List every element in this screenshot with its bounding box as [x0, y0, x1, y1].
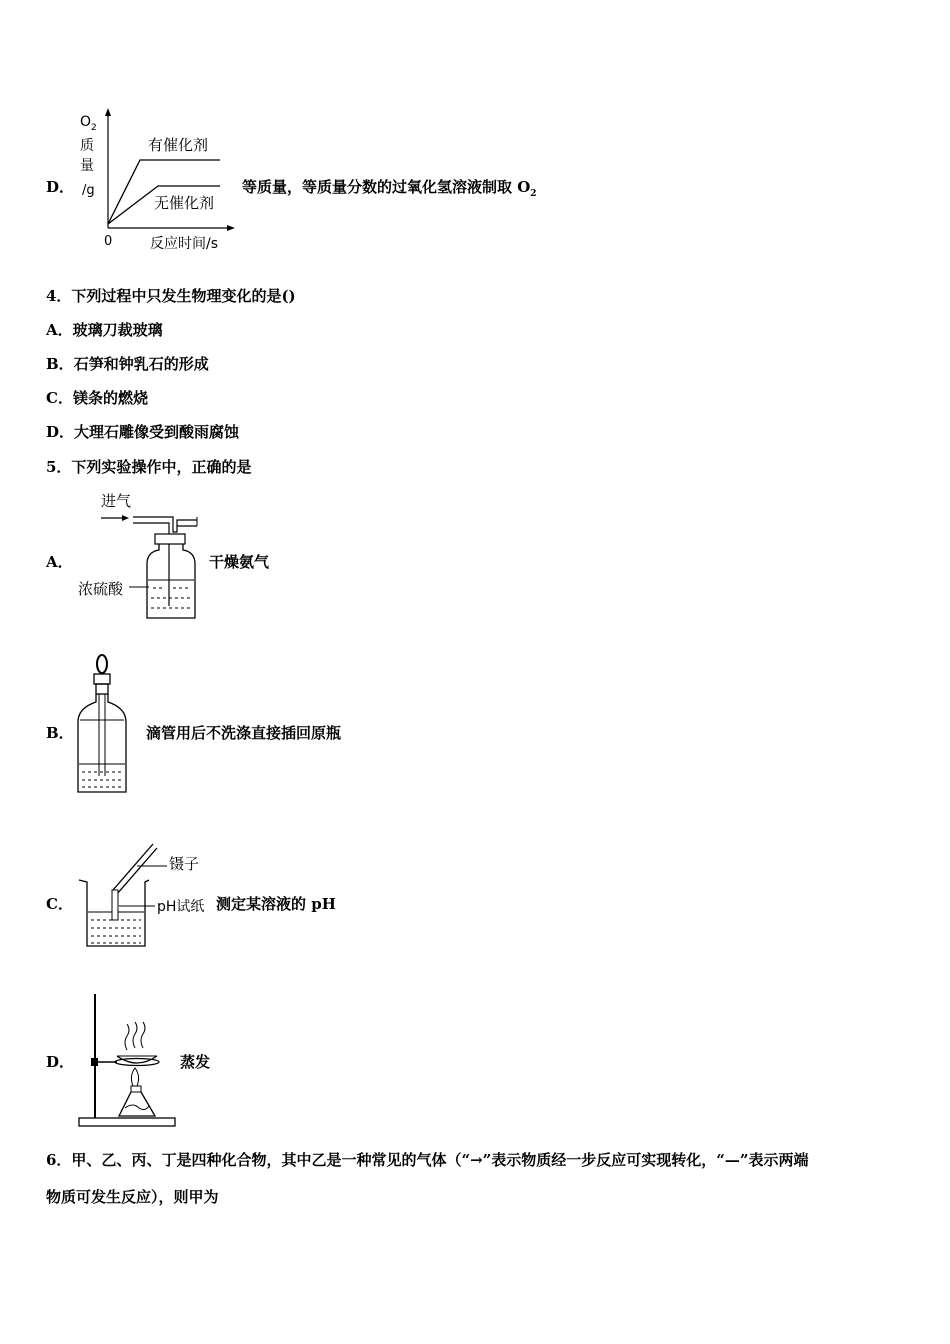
graph-y-unit: /g: [82, 183, 95, 198]
q5-option-d-text: 蒸发: [180, 1053, 211, 1071]
label-with-catalyst: 有催化剂: [148, 136, 209, 154]
graph-y-label-o2: $O_2$: [80, 114, 97, 133]
q4-option-c: C．镁条的燃烧: [46, 389, 148, 407]
q5-option-b-text: 滴管用后不洗涤直接插回原瓶: [146, 724, 342, 742]
graph-y-label-2: 量: [80, 158, 94, 174]
q5-option-b-letter: B．: [46, 724, 74, 742]
q6-stem-line2: 物质可发生反应），则甲为: [46, 1188, 219, 1206]
x-axis-arrow-icon: [227, 225, 235, 231]
ph-paper-icon: [112, 890, 118, 920]
iron-stand-base: [79, 1118, 175, 1126]
label-ph-paper: pH试纸: [157, 899, 205, 915]
alcohol-lamp-icon: [119, 1092, 155, 1116]
q4-option-a: A．玻璃刀裁玻璃: [46, 321, 163, 339]
q4-option-b: B．石笋和钟乳石的形成: [46, 355, 209, 373]
gas-washing-bottle-figure: [75, 488, 205, 623]
graph-y-label-1: 质: [80, 138, 94, 154]
curve-with-catalyst: [108, 160, 220, 224]
q5-option-c-text: 测定某溶液的 pH: [216, 895, 336, 913]
dropper-bulb-icon: [97, 655, 107, 673]
y-axis-arrow-icon: [105, 108, 111, 116]
evaporation-setup-figure: [75, 990, 180, 1128]
label-without-catalyst: 无催化剂: [154, 194, 215, 212]
label-conc-sulfuric-acid: 浓硫酸: [78, 580, 124, 598]
q5-stem: 5．下列实验操作中，正确的是: [46, 458, 252, 476]
flame-icon: [131, 1068, 138, 1086]
tweezers-icon: [113, 844, 153, 890]
graph-origin: 0: [104, 234, 113, 249]
label-gas-in: 进气: [101, 492, 132, 510]
q4-stem: 4．下列过程中只发生物理变化的是(): [46, 287, 296, 305]
q3-option-d-text: 等质量，等质量分数的过氧化氢溶液制取 $O_2$: [242, 178, 537, 199]
q5-option-c-letter: C．: [46, 895, 73, 913]
q5-option-a-letter: A．: [46, 553, 73, 571]
q6-stem-line1: 6．甲、乙、丙、丁是四种化合物，其中乙是一种常见的气体（“→”表示物质经一步反应可实现转化，“—”表示两端: [46, 1151, 809, 1169]
steam-icon: [125, 1024, 129, 1050]
q5-option-d-letter: D．: [46, 1053, 75, 1071]
q3-option-d-letter: D．: [46, 178, 75, 196]
evaporating-dish-icon: [117, 1056, 157, 1063]
dropper-bottle-figure: [72, 652, 132, 797]
catalyst-graph: [70, 100, 245, 255]
label-tweezers: 镊子: [169, 855, 200, 873]
q4-option-d: D．大理石雕像受到酸雨腐蚀: [46, 423, 240, 441]
q5-option-a-text: 干燥氨气: [209, 553, 270, 571]
graph-x-label: 反应时间/s: [150, 236, 219, 252]
